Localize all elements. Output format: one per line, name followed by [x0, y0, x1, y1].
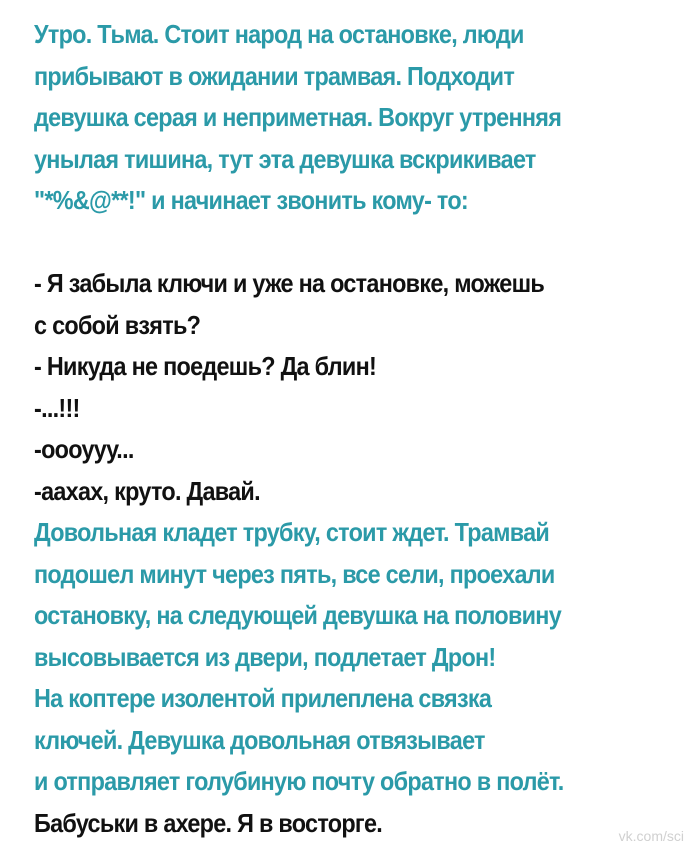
intro-line: девушка серая и неприметная. Вокруг утренняя: [34, 102, 562, 132]
story-paragraph: [34, 512, 678, 803]
dialogue-line: -оооууу...: [34, 434, 134, 464]
ending-paragraph: [34, 803, 678, 845]
story-line: и отправляет голубиную почту обратно в полёт.: [34, 766, 564, 796]
story-line: На коптере изолентой прилеплена связка: [34, 683, 492, 713]
dialogue-line: - Никуда не поедешь? Да блин!: [34, 351, 377, 381]
dialogue-line: с собой взять?: [34, 309, 201, 340]
intro-line: Утро. Тьма. Стоит народ на остановке, люди: [34, 19, 524, 49]
story-line: Довольная кладет трубку, стоит ждет. Трамвай: [34, 517, 550, 547]
story-text: [34, 14, 678, 844]
story-line: высовывается из двери, подлетает Дрон!: [34, 641, 496, 672]
dialogue-line: -...!!!: [34, 392, 80, 423]
ending-line: Бабуськи в ахере. Я в восторге.: [34, 807, 383, 838]
intro-line: прибывают в ожидании трамвая. Подходит: [34, 60, 515, 91]
intro-line: "*%&@**!" и начинает звонить кому- то:: [34, 185, 469, 215]
intro-paragraph: [34, 14, 678, 222]
dialogue-block: [34, 263, 678, 512]
intro-line: унылая тишина, тут эта девушка вскрикивает: [34, 143, 536, 174]
story-line: остановку, на следующей девушка на половину: [34, 600, 561, 630]
watermark: vk.com/sci: [618, 828, 684, 844]
dialogue-line: - Я забыла ключи и уже на остановке, можешь: [34, 268, 545, 298]
story-line: ключей. Девушка довольная отвязывает: [34, 724, 485, 755]
story-line: подошел минут через пять, все сели, проехали: [34, 558, 555, 589]
paragraph-gap: [34, 222, 678, 264]
dialogue-line: -аахах, круто. Давай.: [34, 475, 260, 506]
